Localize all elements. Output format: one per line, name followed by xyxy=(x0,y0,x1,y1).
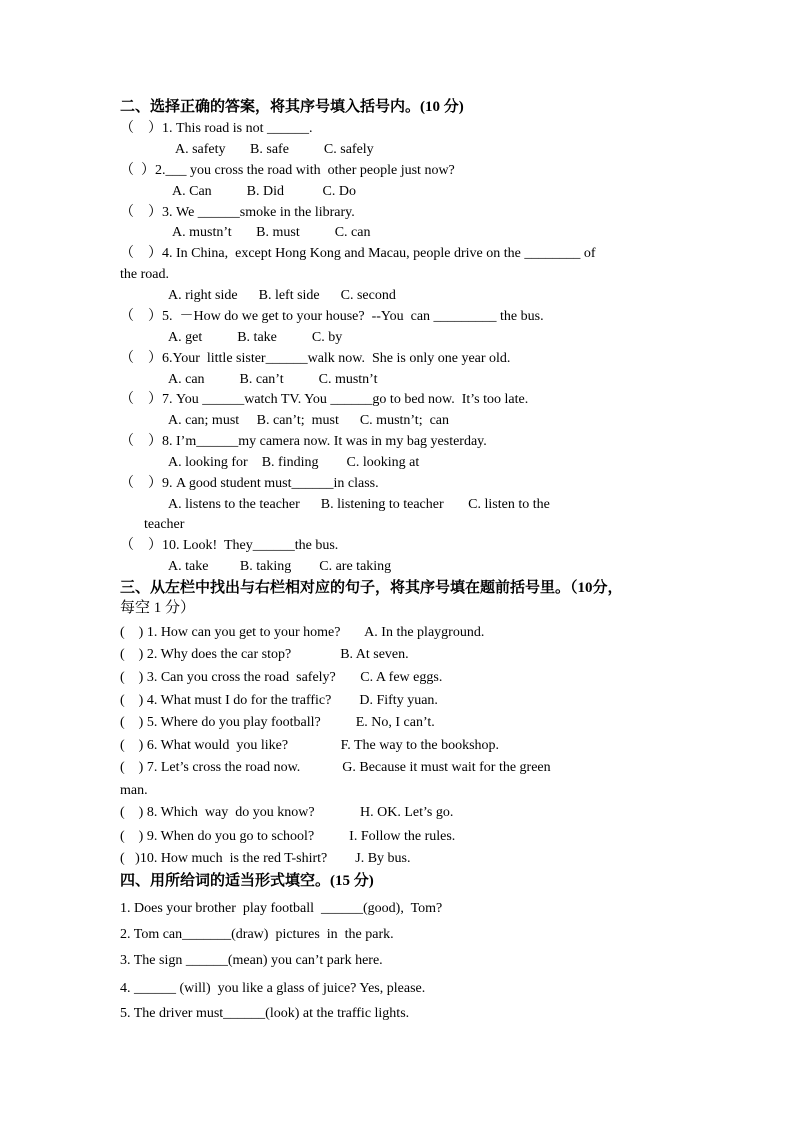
s3-item8: ( ) 8. Which way do you know? H. OK. Let’s go. xyxy=(120,805,454,820)
s2-q7: （ ）7. You ______watch TV. You ______go to bed now. It’s too late. xyxy=(120,392,529,407)
s2-q7-options: A. can; must B. can’t; must C. mustn’t; can xyxy=(168,413,450,428)
s2-q9-options: A. listens to the teacher B. listening to teacher C. listen to the xyxy=(168,497,550,512)
s2-q5: （ ）5. －How do we get to your house? --You can _________ the bus. xyxy=(120,309,544,324)
s2-q4-options: A. right side B. left side C. second xyxy=(168,288,396,303)
section3-title-line1: 三、从左栏中找出与右栏相对应的句子，将其序号填在题前括号里。（10分， xyxy=(120,580,623,596)
s2-q10-options: A. take B. taking C. are taking xyxy=(168,559,392,574)
s2-q6: （ ）6.Your little sister______walk now. She is only one year old. xyxy=(120,351,511,366)
s3-item9: ( ) 9. When do you go to school? I. Follow the rules. xyxy=(120,829,456,844)
s3-item4: ( ) 4. What must I do for the traffic? D. Fifty yuan. xyxy=(120,693,438,708)
s2-q6-options: A. can B. can’t C. mustn’t xyxy=(168,372,378,387)
s3-item1: ( ) 1. How can you get to your home? A. In the playground. xyxy=(120,625,485,640)
s2-q5-options: A. get B. take C. by xyxy=(168,330,343,345)
s2-q8: （ ）8. I’m______my camera now. It was in my bag yesterday. xyxy=(120,434,487,449)
s3-item2: ( ) 2. Why does the car stop? B. At seven. xyxy=(120,647,409,662)
s3-item5: ( ) 5. Where do you play football? E. No, I can’t. xyxy=(120,715,435,730)
s4-q4: 4. ______ (will) you like a glass of juice? Yes, please. xyxy=(120,981,426,996)
s2-q9-cont: teacher xyxy=(144,517,185,532)
s3-item3: ( ) 3. Can you cross the road safely? C. A few eggs. xyxy=(120,670,443,685)
s4-q5: 5. The driver must______(look) at the traffic lights. xyxy=(120,1006,410,1021)
s3-item6: ( ) 6. What would you like? F. The way to the bookshop. xyxy=(120,738,500,753)
s2-q9: （ ）9. A good student must______in class. xyxy=(120,476,379,491)
s4-q2: 2. Tom can_______(draw) pictures in the park. xyxy=(120,927,394,942)
s2-q8-options: A. looking for B. finding C. looking at xyxy=(168,455,420,470)
s4-q1: 1. Does your brother play football ______(good), Tom? xyxy=(120,901,443,916)
section4-title: 四、用所给词的适当形式填空。(15 分) xyxy=(120,873,374,889)
s2-q3-options: A. mustn’t B. must C. can xyxy=(172,225,371,240)
s2-q10: （ ）10. Look! They______the bus. xyxy=(120,538,339,553)
s2-q3: （ ）3. We ______smoke in the library. xyxy=(120,205,355,220)
section2-title: 二、选择正确的答案，将其序号填入括号内。(10 分) xyxy=(120,99,464,115)
s2-q1-options: A. safety B. safe C. safely xyxy=(175,142,374,157)
section3-title-line2: 每空 1 分） xyxy=(120,600,196,616)
s2-q4-cont: the road. xyxy=(120,267,169,282)
s3-item7: ( ) 7. Let’s cross the road now. G. Because it must wait for the green xyxy=(120,760,551,775)
s4-q3: 3. The sign ______(mean) you can’t park here. xyxy=(120,953,383,968)
s3-item7-cont: man. xyxy=(120,783,148,798)
s3-item10: ( )10. How much is the red T-shirt? J. By bus. xyxy=(120,851,411,866)
s2-q2: （ ）2.___ you cross the road with other people just now? xyxy=(120,163,455,178)
s2-q4: （ ）4. In China, except Hong Kong and Macau, people drive on the ________ of xyxy=(120,246,596,261)
s2-q2-options: A. Can B. Did C. Do xyxy=(172,184,356,199)
s2-q1: （ ）1. This road is not ______. xyxy=(120,121,313,136)
